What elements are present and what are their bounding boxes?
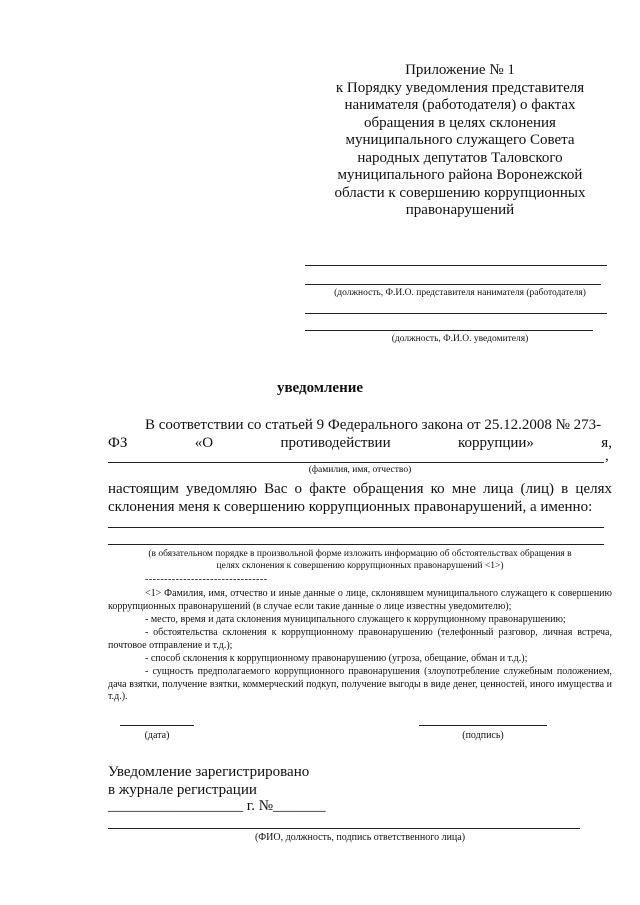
body-word: «О	[194, 435, 214, 451]
registration-line-2: в журнале регистрации	[108, 782, 257, 798]
body-line-1: В соответствии со статьей 9 Федерального закона от 25.12.2008 № 273-	[145, 417, 602, 433]
name-caption: (фамилия, имя, отчество)	[308, 465, 412, 475]
responsible-person-line[interactable]	[108, 828, 580, 829]
document-title: уведомление	[276, 380, 364, 396]
employer-caption: (должность, Ф.И.О. представителя нанимателя (работодателя)	[334, 288, 586, 298]
body-para2-line1: настоящим уведомляю Вас о факте обращения ко мне лица (лиц) в целях	[108, 481, 612, 497]
footnote-item: - способ склонения к коррупционному правонарушению (угроза, обещание, обман и т.д.);	[145, 653, 528, 664]
signature-caption: (подпись)	[462, 730, 504, 741]
header-line: правонарушений	[405, 202, 515, 218]
body-line-2	[108, 434, 612, 452]
header-line: народных депутатов Таловского	[357, 149, 563, 166]
body-word: коррупции»	[457, 435, 534, 451]
employer-line-1[interactable]	[305, 265, 607, 266]
header-line: обращения в целях склонения	[364, 114, 556, 131]
notifier-line-2[interactable]	[305, 330, 593, 331]
info-caption-2: целях склонения к совершению коррупционных правонарушений <1>)	[216, 561, 504, 571]
header-line: нанимателя (работодателя) о фактах	[344, 97, 576, 113]
footnote-item: - обстоятельства склонения к коррупционному правонарушению (телефонный разговор, личная встреча, почтовое отправление и т.д.);	[108, 627, 612, 651]
body-word: противодействии	[280, 435, 391, 451]
header-line: муниципального района Воронежской	[337, 167, 583, 183]
footnote-item: <1> Фамилия, имя, отчество и иные данные о лице, склонявшем муниципального служащего к совершению коррупционных правонарушений (в случае если такие данные о лице известны уведомителю);	[108, 588, 612, 612]
name-comma: ,	[605, 448, 609, 464]
signature-line[interactable]	[419, 725, 547, 726]
notifier-caption: (должность, Ф.И.О. уведомителя)	[391, 334, 529, 344]
registration-number-row	[108, 797, 326, 815]
date-caption: (дата)	[144, 730, 170, 741]
registration-date-blank[interactable]: __________________	[108, 798, 243, 814]
footnote-item: - сущность предполагаемого коррупционного правонарушения (злоупотребление служебным положением, дача взятки, получение взятки, коммерческий подкуп, получение выгоды в виде денег, ценностей, иного имущества и т.д.).	[108, 666, 612, 702]
appendix-header	[300, 62, 620, 220]
employer-line-2[interactable]	[305, 284, 601, 285]
info-caption-1: (в обязательном порядке в произвольной форме изложить информацию об обстоятельствах обращения в	[148, 549, 572, 559]
name-input-line[interactable]	[108, 462, 604, 463]
header-line: муниципального служащего Совета	[345, 132, 575, 148]
notifier-line-1[interactable]	[305, 313, 607, 314]
registration-number-label: г. №	[243, 798, 274, 814]
footnote-item: - место, время и дата склонения муниципального служащего к коррупционному правонарушению;	[145, 614, 566, 625]
header-line: области к совершению коррупционных	[334, 184, 586, 201]
registration-number-blank[interactable]: _______	[273, 798, 326, 814]
info-line-2[interactable]	[108, 544, 604, 545]
body-word: ФЗ	[108, 435, 128, 451]
date-line[interactable]	[120, 725, 194, 726]
responsible-person-caption: (ФИО, должность, подпись ответственного лица)	[254, 832, 466, 843]
header-line: к Порядку уведомления представителя	[335, 79, 585, 96]
info-line-1[interactable]	[108, 527, 604, 528]
body-para2-line2: склонения меня к совершению коррупционных правонарушений, а именно:	[108, 499, 593, 515]
header-line: Приложение № 1	[405, 62, 515, 78]
body-word: я,	[601, 435, 612, 451]
footnote-separator: --------------------------------	[145, 574, 268, 585]
registration-line-1: Уведомление зарегистрировано	[108, 764, 310, 780]
